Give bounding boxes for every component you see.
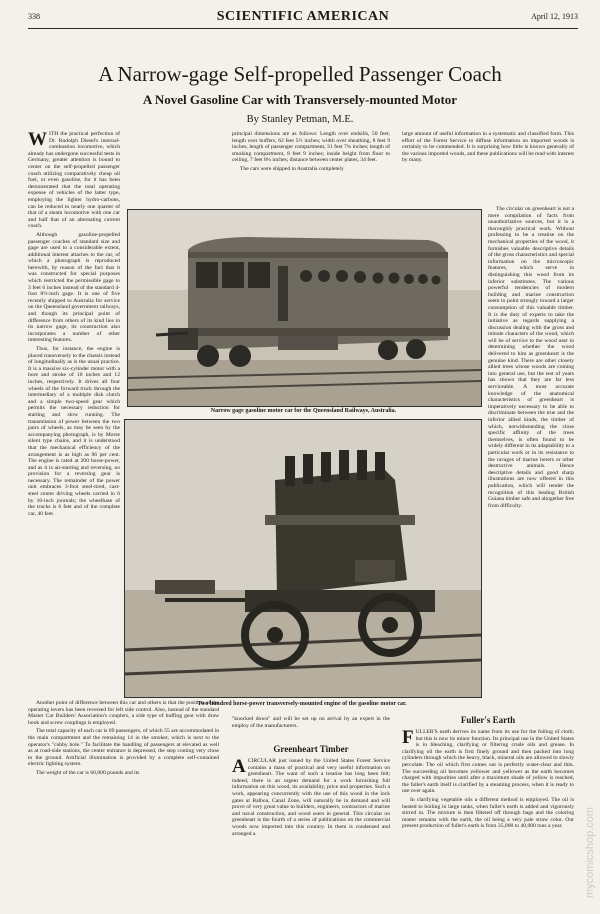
watermark xyxy=(582,770,596,900)
caption-motor-car: Narrow gage gasoline motor car for the Queensland Railways, Australia. xyxy=(210,408,397,414)
engine-illustration xyxy=(125,420,481,697)
column-1-bottom xyxy=(28,700,219,904)
journal-title: SCIENTIFIC AMERICAN xyxy=(216,9,390,24)
photo-engine xyxy=(124,419,482,698)
paragraph-shipped: The cars were shipped to Australia completely xyxy=(240,165,344,172)
paragraph-weight: The weight of the car is 60,000 pounds and its xyxy=(36,769,140,776)
drop-cap-w: W xyxy=(28,131,47,150)
watermark-text: mycomicshop.com xyxy=(584,806,596,898)
greenheart-column xyxy=(232,758,390,904)
paragraph-capacity: The total capacity of each car is 69 passengers, of which 55 are accommodated in the main compartment and the remaining 14 in the smoker, which is next to the operator's "cubby hole." To facilitate the handling of passengers at elevated as well as at road-side stations, the center entrance is depressed, the step coming very close to the ground. Artificial illumination is provided by a complete self-contained electric lighting system. xyxy=(28,728,219,768)
paragraph-engine: Thus, for instance, the engine is placed transversely to the chassis instead of longitudinally as is the usual practice. It is a massive six-cylinder motor with a bore and stroke of 10 inches and 12 inches, respectively. It drives all four wheels of the forward truck through the intermediary of a multiple disk clutch and a simple two-speed gear which permits the necessary reduction for starting and slow running. The transmission of power between the two pairs of wheels, as may be seen by the accompanying photograph, is by Morse silent type chains, and it is understood that the mechanical efficiency of the arrangement is as high as 96 per cent. The engine is rated at 200 horse-power, and as it is air-starting and reversing, no provision for a reversing gear is necessary. The remainder of the power unit embraces 3-foot steel-tired, cast-steel center driving wheels carried in 6 by 10-inch journals; the wheelbase of the trucks is 6 feet and of the complete car, 40 feet. xyxy=(28,346,120,517)
photo-motor-car xyxy=(127,209,482,407)
intro-paragraph: WITH the practical perfection of Dr. Rudolph Diesel's internal-combustion locomotive, which already has undergone successful tests in Germany, greater attention is bound to center on the self-propelled passenger coach utilizing comparatively cheap oil fuel, or even gasoline, for it has been demonstrated that the total operating expense of vehicles of the latter type, employing the lighter hydro-carbons, can be reduced to nearly one quarter of that of a steam locomotive with one car and half that of an alternating current coach. xyxy=(28,131,120,230)
column-1-narrow xyxy=(28,131,120,698)
paragraph-dimensions: principal dimensions are as follows: Length over endsills, 50 feet; length over buffers, 62 feet 5½ inches; width over sheathing, 8 feet 9 inches; length of passenger compartment, 31 feet 7¾ inches; length of smoking compartment, 8 feet 9 inches; inside height from floor to ceiling, 7 feet 8¼ inches; distance between center plates, 34 feet. xyxy=(232,131,390,164)
issue-date: April 12, 1913 xyxy=(531,12,578,21)
fullers-earth-paragraph: FULLER'S earth derives its name from its use for the fulling of cloth; but this is now its minor function. Its principal use in the United States is in bleaching, clarifying or filtering crude oils and grease. In clarifying oil the earth is first finely ground and then packed into long cylinders through which the heavy, black, mineral oils are allowed to slowly percolate. The oil which first comes out is perfectly water-clear and thin. The succeeding oil becomes yellower and yellower as the earth becomes charged with impurities until after a maximum shade of yellow is reached, the fuller's earth itself is clarified by a steaming process, when it is ready to use over again. xyxy=(402,729,574,795)
caption-engine: Two hundred horse-power transversely-mounted engine of the gasoline motor car. xyxy=(197,701,407,707)
drop-cap-a: A xyxy=(232,758,246,777)
column-3-top xyxy=(402,131,574,206)
drop-cap-f: F xyxy=(402,729,414,748)
greenheart-paragraph: ACIRCULAR just issued by the United States Forest Service contains a mass of practical and very useful information on greenheart. The want of such a treatise has long been felt; indeed, there is an urgent demand for a work furnishing full information on this wood, its availability, price and properties. Such a work, appearing concurrently with the use of this wood in the lock gates at Balboa, Canal Zone, will naturally be in demand and will prove of very great value to builders, engineers, contractors of marine and naval construction, and wood users in general. This circular on greenheart is the fourth of a series of publications on the commercial woods now imported into this country. In them is condensed and arranged a xyxy=(232,758,390,837)
paragraph-circular: The circular on greenheart is not a mere compilation of facts from unauthoritative sources, but it is a thoroughly practical work. Without professing to be a treatise on the mechanical properties of the wood, it furnishes valuable descriptive details of the gross characteristics and special information on the microscopic features, which serve in distinguishing this wood from its inferior substitutes. The various powerful tendencies of modern building and marine construction seem to point strongly toward a larger consumption of this valuable timber. It is the duty of experts to take the initiative as regards supplying a discussion dealing with the gross and minute characters of the wood, which will be of service to the wood user in determining whether the wood delivered to him as greenheart is the genuine kind. There are other closely allied trees whose woods are coming into general use, but the test of years has shown that they are far less serviceable. A most accurate knowledge of the anatomical characteristics of greenheart is imperatively necessary to be able to discriminate between the true and the inferior allied kinds, the timber of which, notwithstanding the close specific affinity of the trees themselves, is often found to be widely different in its adaptability to a particular work or in its resistance to the ravages of marine borers or other destructive animals. Hence descriptive details and good sharp illustrations are now offered in this publication, which will render the recognition of this leading British Guiana timber safe and altogether free from difficulty. xyxy=(488,206,574,509)
page-number: 338 xyxy=(28,12,40,21)
fullers-earth-heading: Fuller's Earth xyxy=(460,715,516,725)
fullers-earth-paragraph-2: In clarifying vegetable oils a different method is employed. The oil is heated to boiling in large tanks, when fuller's earth is added and vigorously stirred in. The mixture is then filtered off through bags and the coloring matter remains with the earth, the oil being a very pale straw color. Our present production of fuller's earth is from 35,000 to 40,000 tons a year. xyxy=(402,796,574,830)
greenheart-heading: Greenheart Timber xyxy=(273,744,349,754)
paragraph-gage: Although gasoline-propelled passenger coaches of standard size and gage are used to a considerable extent, additional interest attaches to the car, of which a photograph is reproduced herewith, by reason of the fact that it was constructed for special purposes which restricted the permissible gage to 3 feet 6 inches instead of the standard 4-foot 8½-inch gage. It is one of five recently shipped to Australia for service on the Queensland government railways, and though its principal point of difference from others of its kind lies in its narrow gage, its construction also incorporates a number of other interesting features. xyxy=(28,231,120,344)
masthead xyxy=(28,8,578,29)
fullers-earth-column xyxy=(402,729,574,904)
article-subtitle: A Novel Gasoline Car with Transversely-mounted Motor xyxy=(142,92,458,107)
paragraph-levers: Another point of difference between this car and others is that the position of the operating levers has been reversed for left side control. Also, instead of the standard Master Car Builders' Association's couplers, a side type of buffing gear with draw hook and screw couplings is employed. xyxy=(28,700,219,726)
column-2-continuation xyxy=(232,716,390,732)
article-byline: By Stanley Petman, M.E. xyxy=(246,114,354,125)
article-title: A Narrow-gage Self-propelled Passenger Coach xyxy=(98,62,502,86)
paragraph-knocked-down: "knocked down" and will be set up on arrival by an expert in the employ of the manufacturers. xyxy=(232,716,390,729)
paragraph-forest-service: large amount of useful information in a systematic and classified form. This effort of the Forest Service to diffuse information on imported woods is certainly to be commended. It is surprising how little is known generally of the various imported woods, and these publications will be read with interest by many. xyxy=(402,131,574,164)
column-2-top xyxy=(232,131,390,206)
column-3-narrow xyxy=(488,206,574,692)
motor-car-illustration xyxy=(128,210,481,406)
